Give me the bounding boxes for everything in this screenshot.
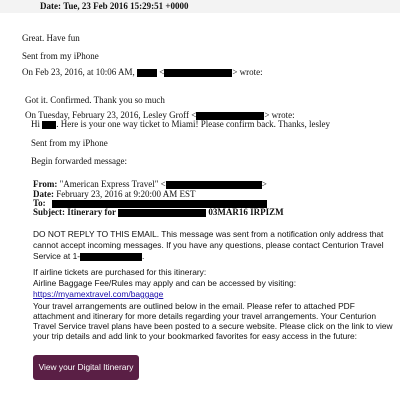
baggage-link[interactable]: https://myamextravel.com/baggage — [33, 289, 164, 299]
date-value: Tue, 23 Feb 2016 15:29:51 +0000 — [63, 1, 189, 11]
notice-line-1: DO NOT REPLY TO THIS EMAIL. This message was sent from a notification only address that — [33, 229, 384, 239]
email-date-header — [40, 1, 189, 12]
redacted-email — [164, 69, 232, 77]
reply-attribution: On Feb 23, 2016, at 10:06 AM, < > wrote: — [22, 67, 263, 77]
redacted-name — [118, 209, 206, 217]
forwarded-label: Begin forwarded message: — [31, 156, 127, 166]
redacted-name — [42, 121, 56, 129]
date-label: Date: — [40, 1, 61, 11]
quote-sent-from: Sent from my iPhone — [31, 138, 108, 148]
quote-attribution: On Tuesday, February 23, 2016, Lesley Groff < > wrote: — [25, 110, 295, 120]
airline-line-1: If airline tickets are purchased for this itinerary: — [33, 267, 207, 277]
forward-subject: Subject: Itinerary for 03MAR16 IRPIZM — [33, 207, 284, 217]
quote-hi-line: Hi . Here is your one way ticket to Miami! Please confirm back. Thanks, lesley — [31, 119, 331, 129]
travel-line-2: attachment and itinerary for more details regarding your travel arrangements. Your Centurion — [33, 311, 377, 321]
forward-from: From: "American Express Travel" < > — [33, 179, 267, 189]
travel-line-4: your trip details and add link to your bookmarked favorites for easy access in the future: — [33, 331, 357, 341]
notice-line-2: cannot accept incoming messages. If you have any questions, please contact Centurion Travel — [33, 240, 384, 250]
forward-to: To: — [33, 198, 267, 209]
quote-confirmed: Got it. Confirmed. Thank you so much — [25, 95, 165, 105]
redacted-name — [137, 69, 157, 77]
view-digital-itinerary-button[interactable]: View your Digital Itinerary — [33, 355, 139, 380]
forward-date: Date: February 23, 2016 at 9:20:00 AM EST — [33, 189, 196, 199]
redacted-phone — [80, 253, 142, 261]
airline-line-2: Airline Baggage Fee/Rules may apply and can be accessed by visiting: — [33, 278, 297, 288]
travel-line-3: Travel Service travel plans have been posted to a secure website. Please click on the link to view — [33, 321, 393, 331]
travel-line-1: Your travel arrangements are outlined below in the email. Please refer to attached PDF — [33, 301, 355, 311]
reply-sent-from: Sent from my iPhone — [22, 51, 99, 61]
notice-line-3: Service at 1- . — [33, 251, 145, 261]
redacted-email — [166, 181, 262, 189]
reply-line-1: Great. Have fun — [22, 33, 80, 43]
